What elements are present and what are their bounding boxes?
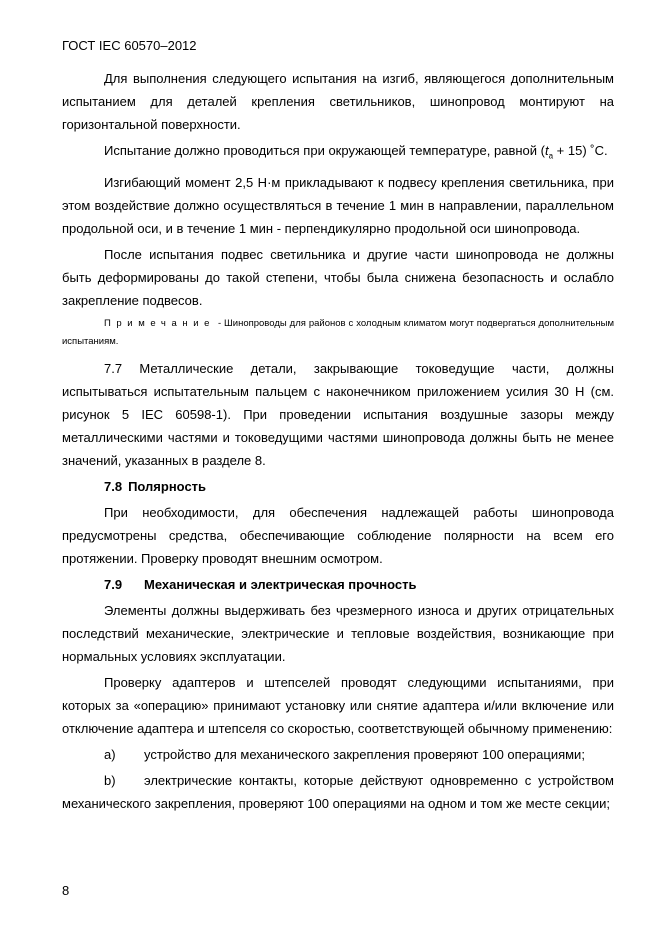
- list-item: [62, 743, 614, 766]
- temperature-variable: t: [544, 143, 549, 158]
- section-7-9-paragraph-1: Элементы должны выдерживать без чрезмерного износа и других отрицательных последствий механические, электрические и тепловые воздействия, возникающие при нормальных условиях эксплуатации.: [62, 602, 614, 664]
- section-7-8-heading: [62, 475, 614, 498]
- section-7-9-number: 7.9: [104, 576, 123, 592]
- temperature-text-after: + 15) ˚C.: [553, 143, 608, 158]
- section-7-9-heading: [62, 573, 614, 596]
- section-7-7: 7.7 Металлические детали, закрывающие токоведущие части, должны испытываться испытательным пальцем с наконечником приложением усилия 30 Н (см. рисунок 5 IEC 60598-1). При проведении испытания воздушные зазоры между металлическими частями и токоведущими частями шинопровода должны быть не менее значений, указанных в разделе 8.: [62, 360, 614, 468]
- note-label: Примечание: [104, 317, 215, 329]
- paragraph-bending-moment: Изгибающий момент 2,5 Н·м прикладывают к подвесу крепления светильника, при этом воздействие должно осуществляться в течение 1 мин в направлении, параллельном продольной оси, и в течение 1 мин - перпендикулярно продольной оси шинопровода.: [62, 174, 614, 236]
- temperature-text-before: Испытание должно проводиться при окружающей температуре, равной (: [104, 143, 545, 158]
- note-text: - Шинопроводы для районов с холодным климатом могут подвергаться дополнительным испытаниям.: [62, 317, 614, 347]
- section-7-8-number: 7.8: [104, 478, 123, 494]
- note: [62, 315, 614, 351]
- document-body: [62, 67, 614, 815]
- section-7-8-text: При необходимости, для обеспечения надлежащей работы шинопровода предусмотрены средства, обеспечивающие соблюдение полярности на всем его протяжении. Проверку проводят внешним осмотром.: [62, 504, 614, 566]
- list-item: [62, 769, 614, 815]
- list-item-marker: b): [104, 772, 116, 788]
- section-7-9-paragraph-2: Проверку адаптеров и штепселей проводят следующими испытаниями, при которых за «операцию» принимают установку или снятие адаптера и/или включение или отключение адаптера и штепселя со скоростью, соответствующей обычному применению:: [62, 674, 614, 736]
- temperature-subscript: a: [548, 151, 554, 161]
- section-7-9-title: Механическая и электрическая прочность: [144, 576, 417, 592]
- list-item-text: электрические контакты, которые действуют одновременно с устройством механического закрепления, проверяют 100 операциями на одном и том же месте секции;: [62, 772, 614, 811]
- paragraph-bend-test: Для выполнения следующего испытания на изгиб, являющегося дополнительным испытанием для деталей крепления светильников, шинопровод монтируют на горизонтальной поверхности.: [62, 71, 614, 132]
- list-item-marker: a): [104, 746, 116, 762]
- list-item-text: устройство для механического закрепления проверяют 100 операциями;: [144, 746, 585, 762]
- document-header: ГОСТ IEC 60570–2012: [62, 38, 197, 53]
- paragraph-temperature: [62, 139, 614, 168]
- paragraph-after-test: После испытания подвес светильника и другие части шинопровода не должны быть деформированы до такой степени, чтобы была снижена безопасность и ослабло закрепление подвесов.: [62, 246, 614, 308]
- page-number: 8: [62, 883, 70, 898]
- section-7-8-title: Полярность: [128, 478, 207, 494]
